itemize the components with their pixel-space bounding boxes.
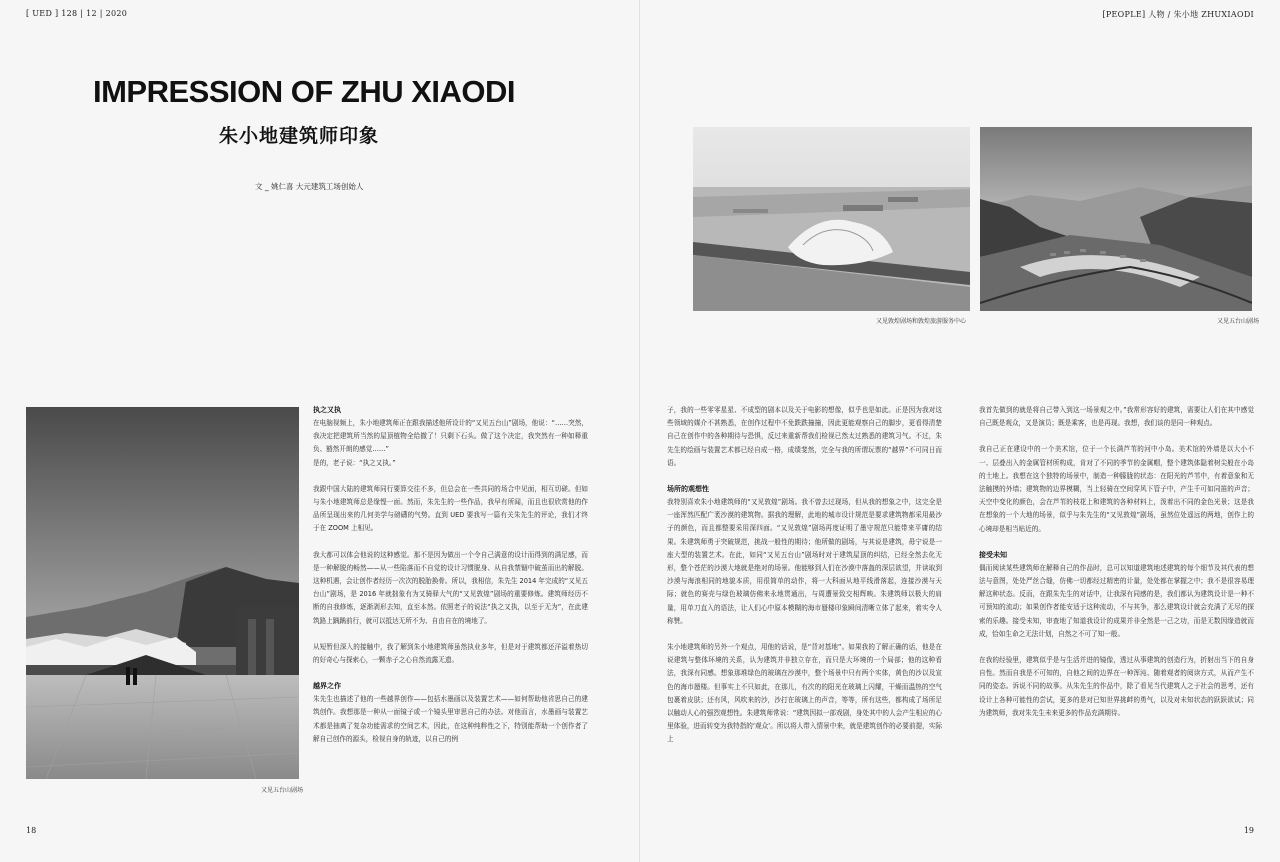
- paragraph: 我特别喜欢朱小地建筑师的“又见敦煌”剧场。我不曾去过现场，但从我的想象之中，这完全是一座浑然匹配广袤沙漠的建筑物。据我的理解，此地的城市设计规范是要求建筑物都采用最沙子的颜色，而且都整要采用深四面。“又见敦煌”剧场再度证明了墨守规范只能带来平庸的结果。朱建筑师勇于突破规范，挑战一般性的期待；他所做的剧场，与其说是建筑，毋宁说是一座大型的装置艺术。在此，如同“又见五台山”剧场时对于建筑屋顶的纠结，已经全然去化无形，整个苍茫的沙漠大地就是绝对的场景。他能够到人们在沙漠中落盔的深层欲望，并读取到沙漠与海浪相同的地貌本质，用很简单的动作，将一大科面从地平线滑落起，连接沙漠与天际；就色的赛壳与绿色玻璃仿佛来永地贯通出，与周遭景致交相辉映。朱建筑师以极大的肩量，用单刀直入的语法，让人们心中原本模糊的海市蜃楼印象瞬间清晰立体了起来，着实令人称赞。: [667, 498, 942, 625]
- right-photo-caption-2: 又见五台山剧场: [1217, 318, 1260, 325]
- dunhuang-aerial-photo: [693, 127, 970, 311]
- paragraph: 我首先做到的就是将自己带入到这一场景观之中。”我常形容好的建筑，需要让人们在其中感觉自己既是观众，又是演员；既是乘客，也是再现。我想，我们谈的是同一种观点。: [979, 406, 1254, 428]
- text-column-1: [313, 404, 588, 802]
- article-title: IMPRESSION OF ZHU XIAODI: [93, 74, 516, 109]
- section-heading: 场所的观想性: [667, 485, 709, 494]
- byline: 文 _ 姚仁喜 大元建筑工场创始人: [255, 182, 364, 191]
- wutaishan-valley-image: [980, 127, 1252, 311]
- article-subtitle: 朱小地建筑师印象: [219, 125, 380, 147]
- running-header-left: [ UED ] 128 | 12 | 2020: [26, 9, 128, 18]
- theatre-photo: [26, 407, 299, 779]
- page-number-left: 18: [26, 826, 37, 835]
- paragraph: 朱先生也描述了他的一些越界创作——包括水墨画以及装置艺术——如何帮助他省思自己的建筑创作。我想那是一种从一面镜子或一个镜头里审思自己的办法。对他而言，水墨画与装置艺术都是抽离了复杂功能需求的空间艺术，因此，在这种纯粹性之下，特别能帮助一个创作者了解自己创作的源头，检视自身的轨迹，以自己的例: [313, 695, 588, 743]
- text-column-2: [667, 404, 942, 802]
- right-photo-caption-1: 又见敦煌剧场和敦煌旅游服务中心: [876, 318, 967, 325]
- running-header-right: [PEOPLE] 人物 / 朱小地 ZHUXIAODI: [1102, 10, 1254, 19]
- section-heading: 执之又执: [313, 406, 341, 414]
- paragraph: 在我的经验里，建筑似乎是与生活并进的镜像，透过从事建筑的创造行为，折射出当下的自身自性。然而自我是不可知的，自他之间的边界在一种浑沌、随着观者的阅读方式，从而产生不同的姿态。诉说不同的故事。从朱先生的作品中，除了看见当代建筑人之于社会的思考，还有设计上各种可能性的尝试，更多的是对已知世界挑衅的勇气，以及对未知状态的跃跃欲试；同为建筑师，我对朱先生未来更多的作品充满期待。: [979, 656, 1254, 717]
- section-heading: 接受未知: [979, 550, 1007, 559]
- paragraph: 我大都可以体会他说的这种感觉。那不是因为做出一个令自己满意的设计而得到的满足感，而是一种解脱的畅然——从一些陷落而不自觉的设计习惯脱身、从自我禁锢中破茧而出的解脱。这种机遇，会让创作者经历一次次的脱胎换骨。所以，我相信，朱先生 2014 年完成的“又见五台山”剧场，是 2016 年就拙象有为又骑驿大气的“又见敦煌”剧场的重要修炼。建筑师经历不断的自我修炼，逐渐剥形去知，直至本然。依照老子的说法“执之又执，以至于无为”，在此建筑路上踽踽前行，就可以抵达无所不为、自由自在的境地了。: [313, 550, 588, 625]
- wutaishan-valley-photo: [980, 127, 1252, 311]
- paragraph: 从短暂但深入的接触中，我了解到朱小地建筑师虽然执业多年，但是对于建筑都还洋溢着热切的好奇心与探索心，一颗赤子之心自然流露无遗。: [313, 642, 588, 665]
- section-heading: 越界之作: [313, 682, 341, 691]
- dunhuang-aerial-image: [693, 127, 970, 311]
- paragraph: 子，我的一些零零星星、不成型的剧本以及关于电影的想像，似乎也是如此。正是因为我对这些领域的媒介不甚熟悉，在创作过程中不免跌跌撞撞，因此更能观察自己的脚步，更看得清楚自己在创作中的各种期待与恐惧，反过来重新帮我们检视已然太过熟悉的建筑习气。不过，朱先生的绘画与装置艺术都已经自成一格，成绩斐然，完全与我的所谓玩票的“越界”不可同日而语。: [667, 406, 942, 467]
- paragraph: 偶而阅读某些建筑师在解释自己的作品时，总可以知道建筑地述建筑的每个细节及其代表的想法与意图，处处严丝合缝，仿佛一切都经过精密的计量，处处都在掌握之中；我不是很容易理解这种状态。反而，在跟朱先生的对话中，让我深有同感的是，我们都认为建筑设计是一种不可预知的流动；如果创作者能安适于这种流动，不与其争，那么建筑设计就会充满了无尽的探索的乐趣。接受未知，审查地了知道我设计的成果并非全然是一己之功，而是无数因缘造就而成，恰如生命之无法计划，自然之不可了知一般。: [979, 563, 1254, 638]
- text-column-3: [979, 404, 1254, 802]
- right-page: [640, 0, 1280, 862]
- paragraph: 朱小地建筑师的另外一个观点，用他的话说，是“背对基地”。如果我的了解正确的话，他是在说建筑与整体环境的关系，认为建筑并非独立存在，而只是大环境的一个局部；他的这种看法，我深有同感。想象那堆绿色的玻璃在沙漠中，整个场景中只有两个实体，黄色的沙以及宣色的海市蜃楼。但事实上不只如此，在那儿，有次的的阳光在玻璃上闪耀，干燥而温热的空气包裹着皮肤；还有风，风吹来的沙，沙打在玻璃上的声音，等等，所有这些，都构成了场所足以触动人心的强烈观想性。朱建筑师常说：“建筑因拟一部戏剧，身处其中的人会产生相应的心里体验，进而转变为我特指的‘观众’。所以将人带入情景中来，就是建筑创作的必要前提，实际上: [667, 643, 942, 744]
- paragraph: 在电脑视频上，朱小地建筑师正在跟我描述他所设计的“又见五台山”剧场，他说：“……突然，我决定把建筑所当然的屋顶植物全给撤了！只剩下石头。做了这个决定，我突然有一种如释重负、豁然开朗的感觉……”: [313, 419, 588, 454]
- paragraph: 我自己正在建设中的一个美术馆，位于一个长满芦苇的河中小岛。美术馆的外墙是以大小不一、层叠出入的金属管材所构成，肯对了不同的季节的金属帽，整个建筑体隐着树尖般在小岛的土地上。我想在这个独特的场景中，制造一种朦胧的状态：在阳光的芦苇中，有着意象和无法触摸的外墙；建筑物的边界模糊，当上轻骑在空间穿风下管子中，产生千可如同笛的声音；天空中变化的颜色，会在芦苇的枝花上和建筑的各种材料上，泼着出不同的金色光景；这是我在想象的一个大地的场景，似乎与朱先生的“又见敦煌”剧场，虽然位处遥远的两地，创作上的心境却是相当贴近的。: [979, 445, 1254, 533]
- left-photo-caption: 又见五台山剧场: [261, 787, 304, 794]
- paragraph: 是的，老子说：“执之又执。”: [313, 458, 396, 467]
- theatre-photo-image: [26, 407, 299, 779]
- page-number-right: 19: [1243, 826, 1254, 835]
- paragraph: 我跟中国大陆的建筑师同行要算交往不多，但总会在一些共同的场合中见面，相互切磋。但如与朱小地建筑师总是缘悭一面。然而，朱先生的一些作品，我早有所闻，而且也很欣赏他的作品所呈现出来的几何美学与磅礴的气势。直到 UED 要我写一篇有关朱先生的评论，我们才终于在 ZOOM 上相见。: [313, 484, 588, 533]
